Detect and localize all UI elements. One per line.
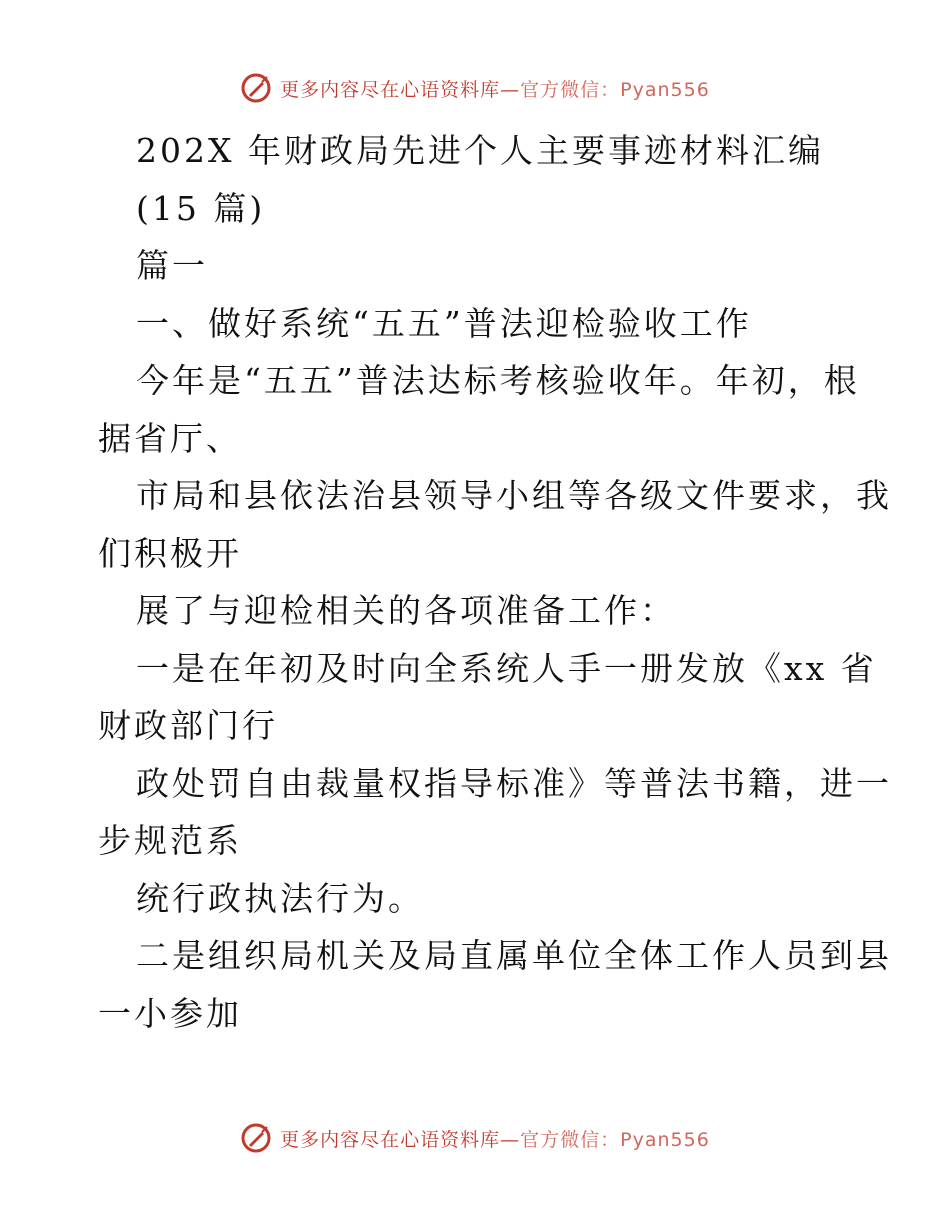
watermark-text: [280, 75, 710, 102]
watermark-brand: 更多内容尽在心语资料库: [280, 78, 501, 101]
document-line: 篇一: [136, 246, 208, 285]
watermark-wechat: 官方微信：Pyan556: [520, 1128, 710, 1151]
header-watermark: [0, 72, 950, 104]
watermark-text: [280, 1125, 710, 1152]
document-line: 市局和县依法治县领导小组等各级文件要求，我: [136, 476, 892, 515]
document-line: 一、做好系统“五五”普法迎检验收工作: [136, 303, 752, 343]
document-line: 今年是“五五”普法达标考核验收年。年初，根: [136, 361, 860, 400]
document-line: (15 篇): [136, 188, 266, 228]
document-line: 展了与迎检相关的各项准备工作：: [136, 591, 676, 630]
footer-watermark: [0, 1122, 950, 1154]
document-line: 202X 年财政局先进个人主要事迹材料汇编: [136, 131, 824, 170]
document-line: 政处罚自由裁量权指导标准》等普法书籍，进一: [136, 763, 892, 803]
document-line: 步规范系: [98, 821, 242, 860]
quill-logo-icon: [240, 72, 272, 104]
watermark-separator: —: [500, 78, 521, 101]
document-body: [98, 122, 892, 1042]
document-line: 一是在年初及时向全系统人手一册发放《xx 省: [136, 648, 877, 688]
document-line: 二是组织局机关及局直属单位全体工作人员到县: [136, 936, 892, 975]
document-line: 统行政执法行为。: [136, 878, 424, 918]
watermark-separator: —: [500, 1128, 521, 1151]
watermark-wechat: 官方微信：Pyan556: [520, 78, 710, 101]
document-line: 一小参加: [98, 993, 242, 1033]
document-line: 据省厅、: [98, 418, 242, 458]
document-line: 财政部门行: [98, 706, 278, 745]
quill-logo-icon: [240, 1122, 272, 1154]
document-line: 们积极开: [98, 533, 242, 573]
watermark-brand: 更多内容尽在心语资料库: [280, 1128, 501, 1151]
